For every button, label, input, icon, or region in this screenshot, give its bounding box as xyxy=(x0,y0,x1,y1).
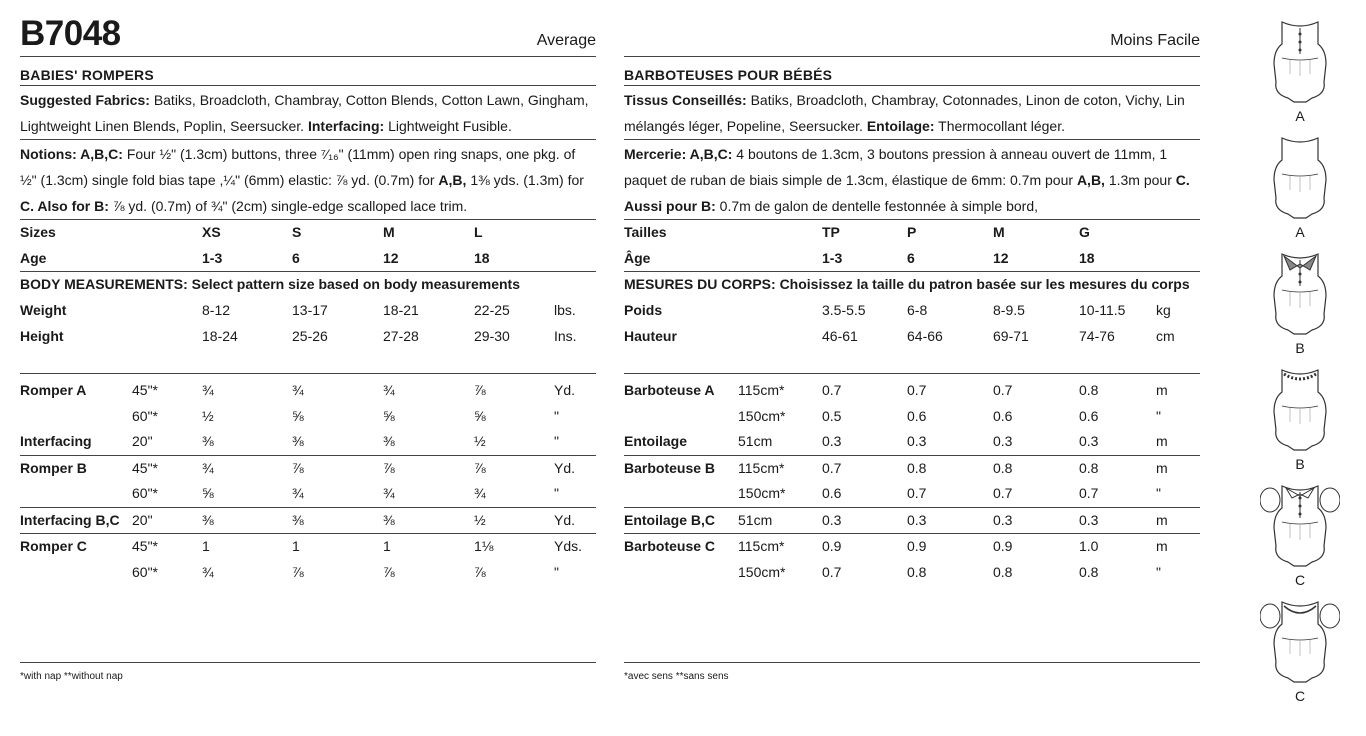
fabric-width: 60"* xyxy=(132,485,158,501)
yardage-cell: 0.6 xyxy=(1079,407,1099,424)
footnote: *with nap **without nap xyxy=(20,662,596,684)
yardage-cell: 0.3 xyxy=(907,511,927,528)
sizes-row xyxy=(20,220,596,246)
age-cell: 18 xyxy=(1079,249,1095,266)
yardage-row xyxy=(20,534,596,560)
age-cell: 6 xyxy=(292,249,300,266)
yardage-cell: ⅞ xyxy=(474,563,486,580)
height-cell: 27-28 xyxy=(383,327,419,344)
yardage-cell: ½ xyxy=(474,433,486,449)
size-cell: S xyxy=(292,224,302,240)
weight-unit: lbs. xyxy=(554,302,576,318)
yardage-label: Barboteuse C xyxy=(624,538,716,554)
fabrics-text: Batiks, Broadcloth, Chambray, Cotton Blends, Cotton Lawn, Gingham, xyxy=(153,92,589,108)
yardage-row xyxy=(624,456,1200,482)
yardage-unit: m xyxy=(1156,382,1168,398)
yardage-cell: ⅞ xyxy=(474,382,486,398)
yardage-table xyxy=(624,378,1200,585)
yardage-row xyxy=(624,378,1200,404)
fabric-width: 60"* xyxy=(132,407,158,424)
view-label: C xyxy=(1294,688,1306,704)
weight-row xyxy=(624,298,1200,324)
yardage-cell: 0.3 xyxy=(822,433,842,449)
yardage-row xyxy=(624,508,1200,535)
height-cell: 18-24 xyxy=(202,327,238,344)
yardage-unit: " xyxy=(1156,485,1161,501)
sizes-label: Sizes xyxy=(20,224,56,240)
romper-c-puff-sleeve-back-sketch xyxy=(1260,594,1340,686)
view-label: B xyxy=(1295,456,1305,472)
interfacing-text: Lightweight Fusible. xyxy=(388,118,512,134)
footnote: *avec sens **sans sens xyxy=(624,662,1200,684)
notions-text-2: paquet de ruban de biais simple de 1.3cm, élastique de 6mm: 0.7m pour xyxy=(624,172,1074,188)
fabric-width: 20" xyxy=(132,433,153,449)
weight-cell: 10-11.5 xyxy=(1079,302,1126,318)
yardage-cell: ¾ xyxy=(474,485,486,501)
yardage-cell: 0.7 xyxy=(822,382,842,398)
interfacing-label: Interfacing: xyxy=(307,118,385,134)
yardage-cell: 0.7 xyxy=(907,485,927,501)
height-row xyxy=(624,324,1200,350)
fabrics-text-2: mélangés léger, Popeline, Seersucker. xyxy=(624,118,863,134)
interfacing-text: Thermocollant léger. xyxy=(938,118,1065,134)
fabrics-section xyxy=(20,86,596,140)
notions-views-ab: A,B, xyxy=(1076,172,1105,188)
yardage-cell: ⅜ xyxy=(292,433,304,449)
yardage-cell: 0.6 xyxy=(822,485,842,501)
yardage-cell: ½ xyxy=(202,407,214,424)
fabrics-label: Tissus Conseillés: xyxy=(624,92,747,108)
spacer xyxy=(20,349,596,374)
fabric-width: 51cm xyxy=(738,433,773,449)
sketch-view xyxy=(1252,14,1348,130)
yardage-row xyxy=(20,481,596,508)
yardage-cell: 0.7 xyxy=(993,485,1013,501)
weight-cell: 8-9.5 xyxy=(993,302,1025,318)
yardage-cell: ⅞ xyxy=(383,563,395,580)
weight-label: Poids xyxy=(624,302,663,318)
yardage-cell: 0.3 xyxy=(993,511,1013,528)
yardage-unit: " xyxy=(554,485,559,501)
view-label: C xyxy=(1294,572,1306,588)
height-cell: 69-71 xyxy=(993,327,1029,344)
age-cell: 1-3 xyxy=(822,249,843,266)
difficulty-level: Average xyxy=(536,32,596,49)
yardage-cell: 0.3 xyxy=(1079,433,1099,449)
height-unit: Ins. xyxy=(554,327,577,344)
pattern-title: BABIES' ROMPERS xyxy=(20,57,596,86)
fabric-width: 150cm* xyxy=(738,407,786,424)
sketch-view xyxy=(1252,130,1348,246)
yardage-cell: 1⅛ xyxy=(474,538,494,554)
yardage-cell: 0.8 xyxy=(1079,563,1099,580)
fabric-width: 45"* xyxy=(132,382,158,398)
size-cell: P xyxy=(907,224,917,240)
yardage-unit: Yd. xyxy=(554,511,576,528)
yardage-cell: 0.9 xyxy=(907,538,927,554)
yardage-cell: 0.9 xyxy=(822,538,842,554)
yardage-label: Barboteuse B xyxy=(624,459,716,476)
header xyxy=(624,14,1200,57)
size-cell: TP xyxy=(822,224,840,240)
yardage-cell: 1 xyxy=(292,538,300,554)
yardage-label: Entoilage B,C xyxy=(624,511,716,528)
romper-a-front-sketch xyxy=(1260,14,1340,106)
yardage-cell: ¾ xyxy=(383,485,395,501)
pattern-code: B7048 xyxy=(20,14,121,53)
yardage-row xyxy=(20,429,596,456)
yardage-cell: 0.3 xyxy=(907,433,927,449)
yardage-unit: Yds. xyxy=(554,538,583,554)
view-label: A xyxy=(1295,224,1305,240)
yardage-cell: ¾ xyxy=(202,382,214,398)
fabric-width: 115cm* xyxy=(738,538,785,554)
yardage-unit: Yd. xyxy=(554,459,576,476)
yardage-table xyxy=(20,378,596,585)
yardage-label: Interfacing B,C xyxy=(20,511,120,528)
yardage-cell: ¾ xyxy=(202,563,214,580)
yardage-row xyxy=(624,481,1200,508)
romper-b-lace-back-sketch xyxy=(1260,362,1340,454)
yardage-cell: 0.6 xyxy=(993,407,1013,424)
height-cell: 64-66 xyxy=(907,327,943,344)
yardage-label: Interfacing xyxy=(20,433,92,449)
romper-b-collar-front-sketch xyxy=(1260,246,1340,338)
yardage-cell: ⅞ xyxy=(474,459,486,476)
yardage-cell: 1 xyxy=(202,538,210,554)
romper-c-puff-sleeve-front-sketch xyxy=(1260,478,1340,570)
notions-text-3: 0.7m de galon de dentelle festonnée à simple bord, xyxy=(719,198,1039,214)
yardage-row xyxy=(20,560,596,586)
size-cell: M xyxy=(383,224,395,240)
yardage-unit: " xyxy=(1156,563,1161,580)
age-cell: 18 xyxy=(474,249,490,266)
notions-view-c: C. xyxy=(1175,172,1190,188)
yardage-cell: 0.3 xyxy=(993,433,1013,449)
weight-cell: 6-8 xyxy=(907,302,928,318)
weight-cell: 22-25 xyxy=(474,302,510,318)
height-label: Height xyxy=(20,327,64,344)
fabric-width: 45"* xyxy=(132,538,158,554)
sketch-view xyxy=(1252,594,1348,710)
romper-a-back-sketch xyxy=(1260,130,1340,222)
yardage-unit: m xyxy=(1156,538,1168,554)
interfacing-label: Entoilage: xyxy=(866,118,935,134)
sketch-view xyxy=(1252,362,1348,478)
notions-views-ab: A,B, xyxy=(438,172,467,188)
fabrics-text-2: Lightweight Linen Blends, Poplin, Seersucker. xyxy=(20,118,305,134)
age-label: Age xyxy=(20,249,47,266)
view-label: A xyxy=(1295,108,1305,124)
weight-row xyxy=(20,298,596,324)
yardage-cell: 0.6 xyxy=(907,407,927,424)
notions-text-3: ⅞ yd. (0.7m) of ¾" (2cm) single-edge scalloped lace trim. xyxy=(112,198,468,214)
weight-unit: kg xyxy=(1156,302,1171,318)
yardage-unit: " xyxy=(554,407,559,424)
yardage-row xyxy=(20,404,596,430)
yardage-label: Barboteuse A xyxy=(624,382,715,398)
yardage-row xyxy=(20,378,596,404)
yardage-cell: ¾ xyxy=(202,459,214,476)
spacer xyxy=(624,349,1200,374)
yardage-row xyxy=(20,508,596,535)
header xyxy=(20,14,596,57)
fabric-width: 45"* xyxy=(132,459,158,476)
yardage-label: Romper B xyxy=(20,459,87,476)
yardage-cell: 1 xyxy=(383,538,391,554)
yardage-cell: ⅞ xyxy=(383,459,395,476)
yardage-cell: 0.7 xyxy=(1079,485,1099,501)
fabric-width: 20" xyxy=(132,511,153,528)
yardage-cell: ¾ xyxy=(292,485,304,501)
fabric-width: 51cm xyxy=(738,511,773,528)
yardage-cell: 0.8 xyxy=(1079,459,1099,476)
yardage-cell: 0.8 xyxy=(1079,382,1099,398)
yardage-cell: 0.7 xyxy=(907,382,927,398)
age-cell: 6 xyxy=(907,249,915,266)
weight-cell: 13-17 xyxy=(292,302,328,318)
fabric-width: 150cm* xyxy=(738,485,786,501)
yardage-cell: 0.7 xyxy=(993,382,1013,398)
notions-also-for-b: C. Also for B: xyxy=(20,198,109,214)
yardage-cell: ⅞ xyxy=(292,459,304,476)
notions-section xyxy=(624,140,1200,220)
yardage-cell: ½ xyxy=(474,511,486,528)
size-cell: XS xyxy=(202,224,221,240)
yardage-row xyxy=(624,404,1200,430)
yardage-row xyxy=(624,429,1200,456)
yardage-label: Romper A xyxy=(20,382,87,398)
sketch-view xyxy=(1252,246,1348,362)
notions-label: Mercerie: A,B,C: xyxy=(624,146,733,162)
yardage-cell: 0.7 xyxy=(822,459,842,476)
yardage-row xyxy=(624,534,1200,560)
age-label: Âge xyxy=(624,249,651,266)
fabrics-text: Batiks, Broadcloth, Chambray, Cotonnades, Linon de coton, Vichy, Lin xyxy=(750,92,1185,108)
body-measurements-heading: MESURES DU CORPS: Choisissez la taille du patron basée sur les mesures du corps xyxy=(624,276,1190,292)
notions-section xyxy=(20,140,596,220)
size-cell: L xyxy=(474,224,483,240)
yardage-cell: ⅜ xyxy=(383,511,395,528)
fabric-width: 115cm* xyxy=(738,382,785,398)
yardage-unit: m xyxy=(1156,511,1168,528)
yardage-label: Romper C xyxy=(20,538,87,554)
height-cell: 74-76 xyxy=(1079,327,1115,344)
fabric-width: 150cm* xyxy=(738,563,786,580)
size-cell: M xyxy=(993,224,1005,240)
fabric-width: 60"* xyxy=(132,563,158,580)
english-column xyxy=(20,14,596,585)
difficulty-level: Moins Facile xyxy=(1110,32,1200,49)
height-row xyxy=(20,324,596,350)
sizes-label: Tailles xyxy=(624,224,667,240)
yardage-cell: ¾ xyxy=(383,382,395,398)
yardage-unit: m xyxy=(1156,459,1168,476)
fabric-width: 115cm* xyxy=(738,459,785,476)
sizes-row xyxy=(624,220,1200,246)
notions-label: Notions: A,B,C: xyxy=(20,146,123,162)
yardage-unit: " xyxy=(554,563,559,580)
yardage-cell: 0.8 xyxy=(907,459,927,476)
notions-text-2c: 1.3m pour xyxy=(1108,172,1172,188)
age-cell: 1-3 xyxy=(202,249,223,266)
fabrics-section xyxy=(624,86,1200,140)
yardage-unit: " xyxy=(1156,407,1161,424)
fabrics-label: Suggested Fabrics: xyxy=(20,92,150,108)
yardage-cell: 0.8 xyxy=(907,563,927,580)
french-column xyxy=(624,14,1200,585)
yardage-cell: ⅝ xyxy=(474,407,486,424)
notions-text-1: 4 boutons de 1.3cm, 3 boutons pression à anneau ouvert de 11mm, 1 xyxy=(736,146,1168,162)
view-sketches xyxy=(1252,14,1348,710)
yardage-unit: Yd. xyxy=(554,382,576,398)
notions-text-2: ½" (1.3cm) single fold bias tape ,¼" (6mm) elastic: ⅞ yd. (0.7m) for xyxy=(20,172,435,188)
yardage-cell: ⅝ xyxy=(202,485,214,501)
yardage-row xyxy=(20,456,596,482)
age-row xyxy=(624,246,1200,273)
height-cell: 29-30 xyxy=(474,327,510,344)
yardage-cell: ¾ xyxy=(292,382,304,398)
pattern-title: BARBOTEUSES POUR BÉBÉS xyxy=(624,57,1200,86)
notions-also-for-b: Aussi pour B: xyxy=(624,198,716,214)
yardage-cell: ⅝ xyxy=(383,407,395,424)
yardage-cell: 0.9 xyxy=(993,538,1013,554)
body-measurements-heading: BODY MEASUREMENTS: Select pattern size based on body measurements xyxy=(20,276,520,292)
notions-text-1: Four ½" (1.3cm) buttons, three ⁷⁄₁₆" (11mm) open ring snaps, one pkg. of xyxy=(126,146,576,162)
yardage-cell: 1.0 xyxy=(1079,538,1099,554)
size-cell: G xyxy=(1079,224,1090,240)
yardage-cell: ⅜ xyxy=(202,433,214,449)
yardage-cell: 0.3 xyxy=(822,511,842,528)
yardage-label: Entoilage xyxy=(624,433,688,449)
yardage-cell: ⅜ xyxy=(383,433,395,449)
age-row xyxy=(20,246,596,273)
yardage-cell: 0.8 xyxy=(993,563,1013,580)
age-cell: 12 xyxy=(383,249,399,266)
yardage-cell: ⅝ xyxy=(292,407,304,424)
yardage-cell: 0.5 xyxy=(822,407,842,424)
yardage-cell: ⅞ xyxy=(292,563,304,580)
weight-cell: 8-12 xyxy=(202,302,231,318)
sketch-view xyxy=(1252,478,1348,594)
yardage-cell: ⅜ xyxy=(202,511,214,528)
notions-text-2c: 1⅜ yds. (1.3m) for xyxy=(470,172,584,188)
height-cell: 25-26 xyxy=(292,327,328,344)
weight-cell: 3.5-5.5 xyxy=(822,302,866,318)
yardage-cell: 0.7 xyxy=(822,563,842,580)
yardage-unit: m xyxy=(1156,433,1168,449)
weight-label: Weight xyxy=(20,302,67,318)
yardage-cell: ⅜ xyxy=(292,511,304,528)
view-label: B xyxy=(1295,340,1305,356)
weight-cell: 18-21 xyxy=(383,302,419,318)
yardage-row xyxy=(624,560,1200,586)
yardage-cell: 0.8 xyxy=(993,459,1013,476)
height-unit: cm xyxy=(1156,327,1175,344)
height-cell: 46-61 xyxy=(822,327,858,344)
age-cell: 12 xyxy=(993,249,1009,266)
yardage-cell: 0.3 xyxy=(1079,511,1099,528)
yardage-unit: " xyxy=(554,433,559,449)
height-label: Hauteur xyxy=(624,327,677,344)
